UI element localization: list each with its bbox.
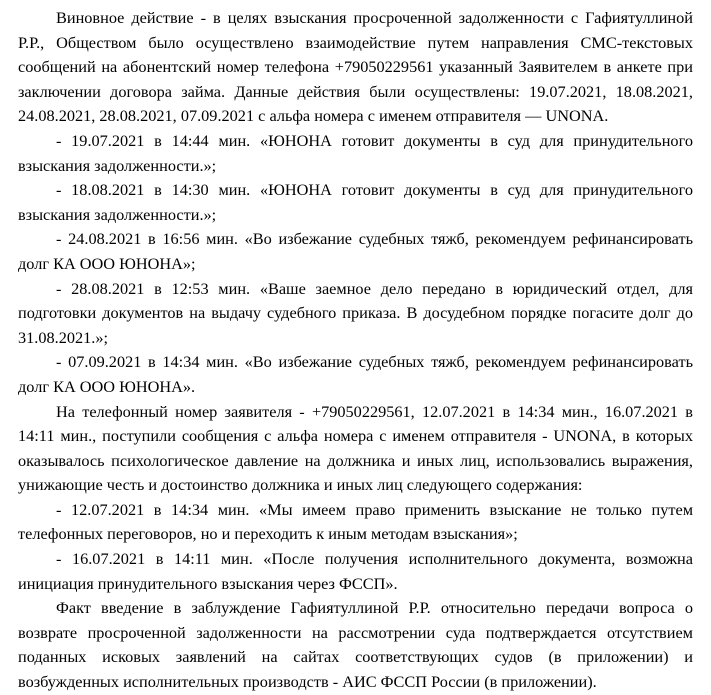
paragraph-message-12-07-2021: - 12.07.2021 в 14:34 мин. «Мы имеем право применить взыскание не только путем телефонных переговоров, но и переходить к иным методам взыскания»; <box>18 499 693 544</box>
paragraph-misleading-fact: Факт введение в заблуждение Гафиятуллиной Р.Р. относительно передачи вопроса о возврате просроченной задолженности на рассмотрении суда подтверждается отсутствием поданных исковых заявлений на сайтах соответствующих судов (в приложении) и возбужденных исполнительных производств - АИС ФССП России (в приложении). <box>18 598 693 692</box>
paragraph-sms-19-07-2021: - 19.07.2021 в 14:44 мин. «ЮНОНА готовит документы в суд для принудительного взыскания задолженности.»; <box>18 130 693 175</box>
paragraph-sms-28-08-2021: - 28.08.2021 в 12:53 мин. «Ваше заемное дело передано в юридический отдел, для подготовки документов на выдачу судебного приказа. В досудебном порядке погасите долг до 31.08.2021.»; <box>18 278 693 347</box>
paragraph-sms-24-08-2021: - 24.08.2021 в 16:56 мин. «Во избежание судебных тяжб, рекомендуем рефинансировать долг КА ООО ЮНОНА»; <box>18 229 693 273</box>
paragraph-sms-18-08-2021: - 18.08.2021 в 14:30 мин. «ЮНОНА готовит документы в суд для принудительного взыскания задолженности.»; <box>18 180 693 224</box>
paragraph-sms-07-09-2021: - 07.09.2021 в 14:34 мин. «Во избежание судебных тяжб, рекомендуем рефинансировать долг КА ООО ЮНОНА». <box>18 352 693 396</box>
paragraph-message-16-07-2021: - 16.07.2021 в 14:11 мин. «После получения исполнительного документа, возможна инициация принудительного взыскания через ФССП». <box>18 549 693 593</box>
paragraph-guilty-action: Виновное действие - в целях взыскания просроченной задолженности с Гафиятуллиной Р.Р., Обществом было осуществлено взаимодействие путем направления СМС-текстовых сообщений на абонентский номер телефона +79050229561 указанный Заявителем в анкете при заключении договора займа. Данные действия были осуществлены: 19.07.2021, 18.08.2021, 24.08.2021, 28.08.2021, 07.09.2021 с альфа номера с именем отправителя — UNONA. <box>18 8 693 126</box>
paragraph-calls-intro: На телефонный номер заявителя - +79050229561, 12.07.2021 в 14:34 мин., 16.07.2021 в 14:11 мин., поступили сообщения с альфа номера с именем отправителя - UNONA, в которых оказывалось психологическое давление на должника и иных лиц, использовались выражения, унижающие честь и достоинство должника и иных лиц следующего содержания: <box>18 401 693 495</box>
